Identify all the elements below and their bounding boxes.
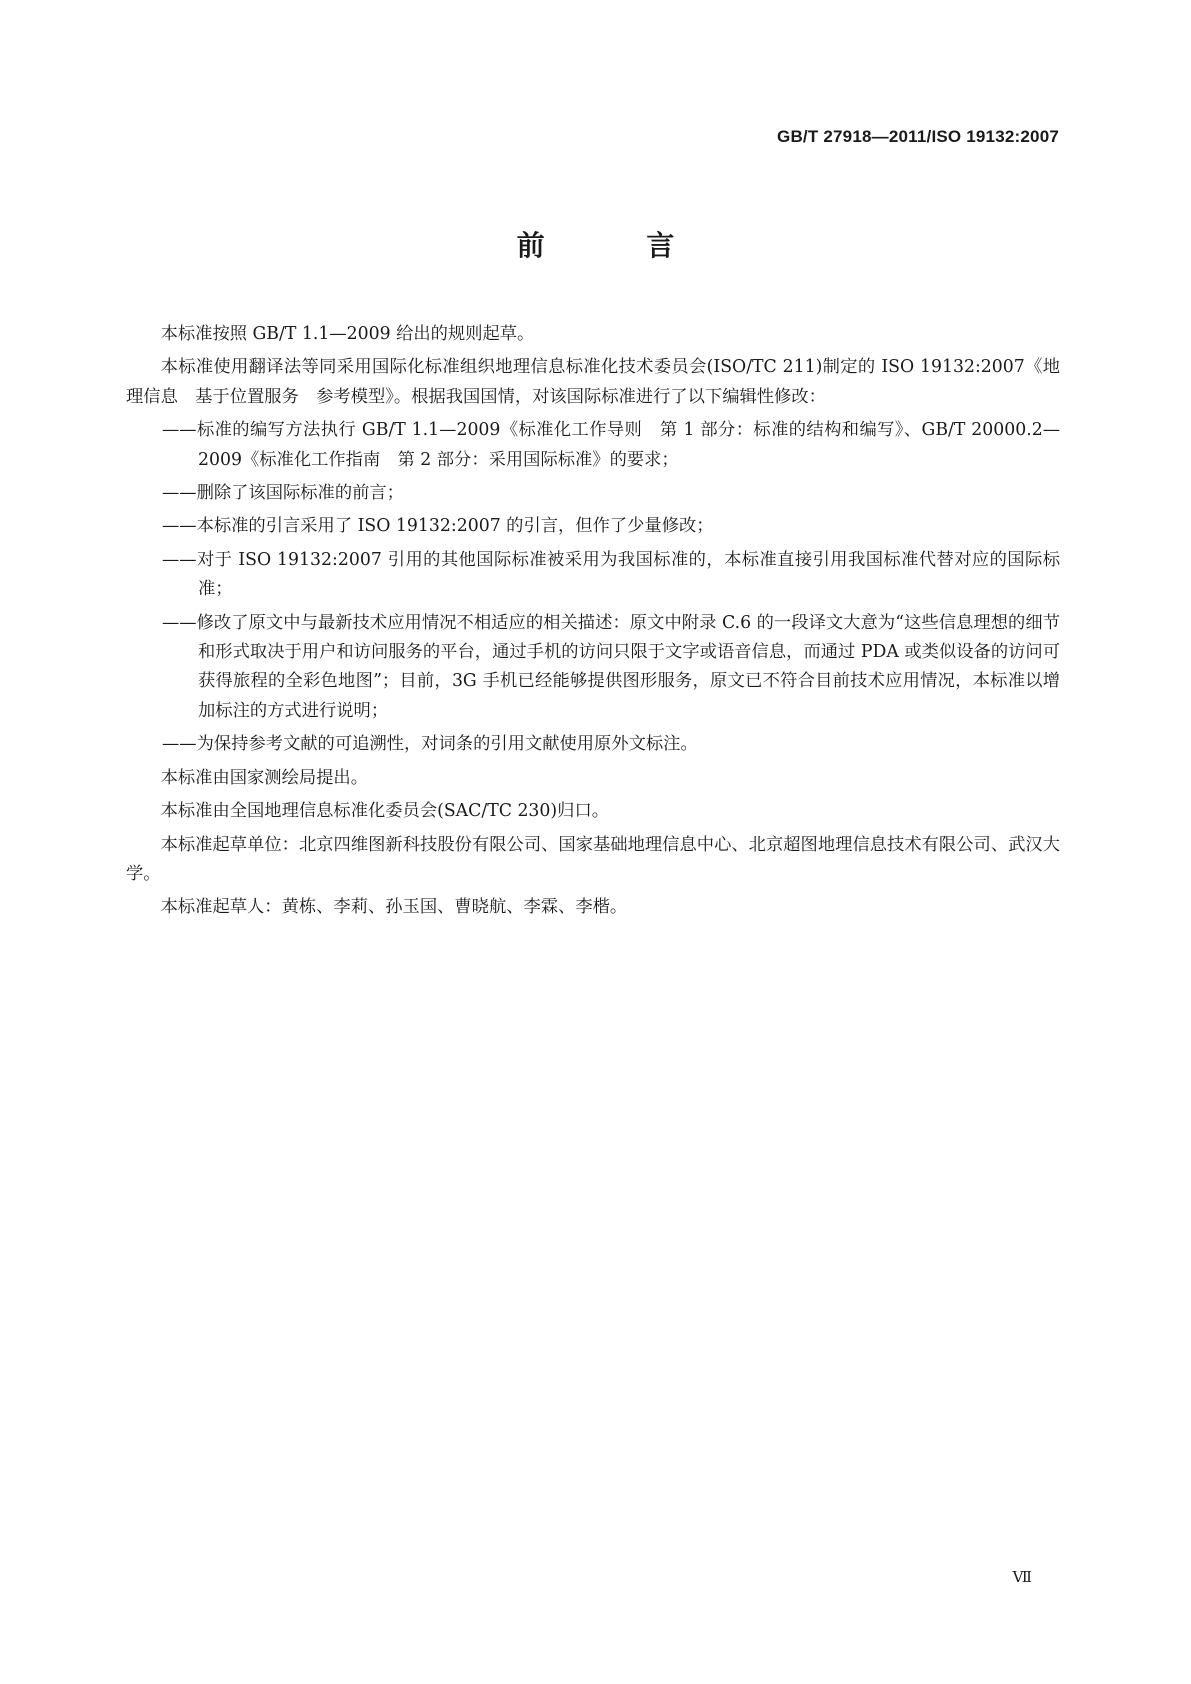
list-item-editorial-change-3: ——本标准的引言采用了 ISO 19132:2007 的引言，但作了少量修改； — [162, 516, 714, 537]
paragraph-drafting-rules: 本标准按照 GB/T 1.1—2009 给出的规则起草。 — [160, 324, 535, 344]
paragraph-proposer: 本标准由国家测绘局提出。 — [160, 767, 368, 788]
list-item-editorial-change-5: ——修改了原文中与最新技术应用情况不相适应的相关描述：原文中附录 C.6 的一段译文大意为“这些信息理想的细节和形式取决于用户和访问服务的平台，通过手机的访问只限于文字或语音信息，而通过 PDA 或类似设备的访问可获得旅程的全彩色地图”；目前，3G 手机已经能够提供图形服务，原文已不符合目前技术应用情况，本标准以增加标注的方式进行说明； — [162, 612, 1060, 721]
foreword-body — [126, 320, 1060, 927]
standard-code-header: GB/T 27918—2011/ISO 19132:2007 — [777, 127, 1059, 146]
page-number: Ⅶ — [1012, 1568, 1031, 1586]
list-item-editorial-change-6: ——为保持参考文献的可追溯性，对词条的引用文献使用原外文标注。 — [162, 734, 698, 755]
list-item-editorial-change-2: ——删除了该国际标准的前言； — [162, 483, 404, 504]
list-item-editorial-change-1: ——标准的编写方法执行 GB/T 1.1—2009《标准化工作导则 第 1 部分：标准的结构和编写》、GB/T 20000.2—2009《标准化工作指南 第 2 部分：采用国际标准》的要求； — [162, 420, 1060, 470]
list-item-editorial-change-4: ——对于 ISO 19132:2007 引用的其他国际标准被采用为我国标准的，本标准直接引用我国标准代替对应的国际标准； — [162, 549, 1060, 600]
paragraph-technical-committee: 本标准由全国地理信息标准化委员会(SAC/TC 230)归口。 — [160, 801, 610, 822]
paragraph-drafters: 本标准起草人：黄栋、李莉、孙玉国、曹晓航、李霖、李楷。 — [160, 897, 628, 918]
paragraph-adoption: 本标准使用翻译法等同采用国际化标准组织地理信息标准化技术委员会(ISO/TC 211)制定的 ISO 19132:2007《地理信息 基于位置服务 参考模型》。根据我国国情，对该国际标准进行了以下编辑性修改： — [126, 357, 1060, 407]
page-title: 前 言 — [516, 229, 721, 262]
paragraph-drafting-units: 本标准起草单位：北京四维图新科技股份有限公司、国家基础地理信息中心、北京超图地理信息技术有限公司、武汉大学。 — [126, 834, 1060, 884]
